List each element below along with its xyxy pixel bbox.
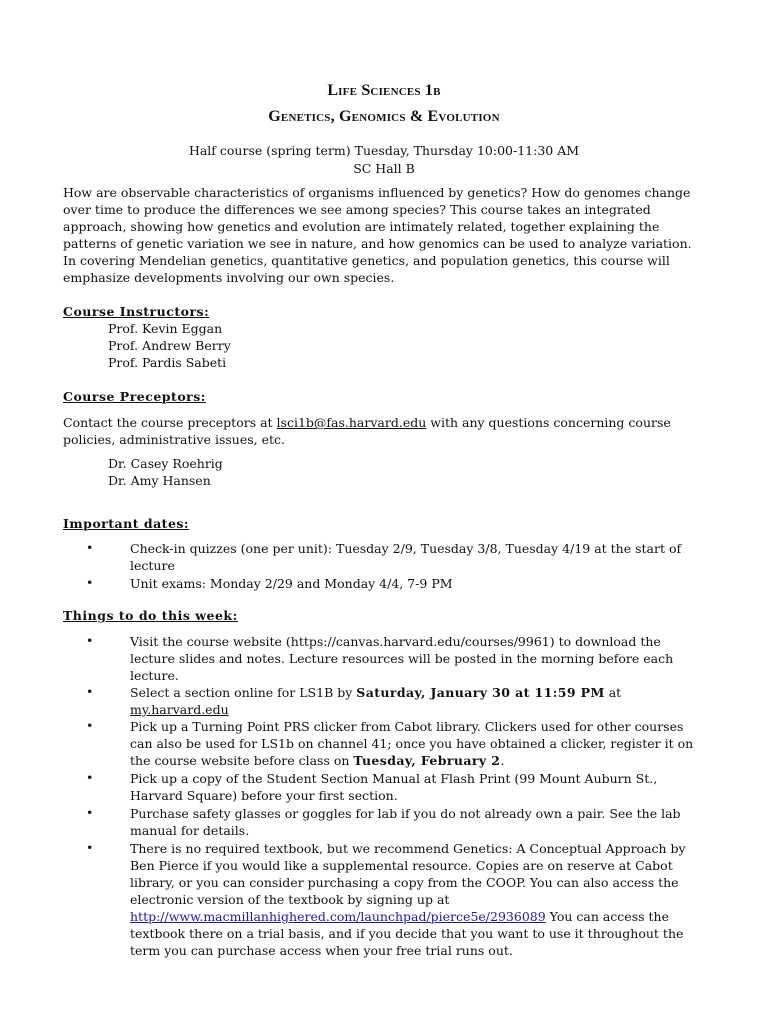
bullet-icon: • — [86, 540, 94, 555]
instructor-name: Prof. Kevin Eggan — [108, 321, 223, 336]
todo-heading: Things to do this week: — [63, 608, 238, 623]
bullet-icon: • — [86, 805, 94, 820]
todo-item-clicker: Pick up a Turning Point PRS clicker from Cabot library. Clickers used for other courses can also be used for LS1b on channel 41; once you have obtained a clicker, register it on the course website before class on Tuesday, February 2. — [130, 719, 694, 768]
todo-item-manual: Pick up a copy of the Student Section Manual at Flash Print (99 Mount Auburn St., Harvard Square) before your first section. — [130, 771, 658, 803]
bullet-icon: • — [86, 770, 94, 785]
preceptor-name: Dr. Casey Roehrig — [108, 456, 223, 471]
bullet-icon: • — [86, 840, 94, 855]
preceptors-heading: Course Preceptors: — [63, 389, 206, 404]
instructors-heading: Course Instructors: — [63, 304, 210, 319]
course-title: Life Sciences 1b — [327, 82, 441, 99]
todo-item-website: Visit the course website (https://canvas.harvard.edu/courses/9961) to download the lecture slides and notes. Lecture resources will be posted in the morning before each lecture. — [130, 634, 674, 683]
dates-item: Unit exams: Monday 2/29 and Monday 4/4, 7-9 PM — [130, 576, 453, 591]
bullet-icon: • — [86, 718, 94, 733]
dates-item: Check-in quizzes (one per unit): Tuesday 2/9, Tuesday 3/8, Tuesday 4/19 at the start of lecture — [130, 541, 682, 573]
preceptors-email-link[interactable]: lsci1b@fas.harvard.edu — [276, 415, 427, 430]
location-line: SC Hall B — [353, 161, 415, 176]
course-description: How are observable characteristics of organisms influenced by genetics? How do genomes change over time to produce the differences we see among species? This course takes an integrated approach, showing how genetics and evolution are intimately related, together explaining the patterns of genetic variation we see in nature, and how genomics can be used to analyze variation. In covering Mendelian genetics, quantitative genetics, and population genetics, this course will emphasize developments involving our own species. — [63, 185, 692, 285]
preceptor-name: Dr. Amy Hansen — [108, 473, 211, 488]
bullet-icon: • — [86, 575, 94, 590]
todo-item-safety: Purchase safety glasses or goggles for lab if you do not already own a pair. See the lab manual for details. — [130, 806, 681, 838]
textbook-link[interactable]: http://www.macmillanhighered.com/launchpad/pierce5e/2936089 — [130, 909, 546, 924]
instructor-name: Prof. Andrew Berry — [108, 338, 231, 353]
bullet-icon: • — [86, 684, 94, 699]
schedule-line: Half course (spring term) Tuesday, Thursday 10:00-11:30 AM — [188, 143, 580, 158]
course-subtitle: Genetics, Genomics & Evolution — [268, 108, 500, 125]
my-harvard-link[interactable]: my.harvard.edu — [130, 702, 229, 717]
important-dates-heading: Important dates: — [63, 516, 190, 531]
todo-item-section: Select a section online for LS1B by Saturday, January 30 at 11:59 PM at my.harvard.edu — [130, 685, 622, 717]
todo-item-textbook: There is no required textbook, but we recommend Genetics: A Conceptual Approach by Ben Pierce if you would like a supplemental resource. Copies are on reserve at Cabot library, or you can consider purchasing a copy from the COOP. You can also access the electronic version of the textbook by signing up at http://www.macmillanhighered.com/launchpad/pierce5e/2936089 You can access the textbook there on a trial basis, and if you decide that you want to use it throughout the term you can purchase access when your free trial runs out. — [130, 841, 686, 958]
bullet-icon: • — [86, 633, 94, 648]
preceptors-contact: Contact the course preceptors at lsci1b@fas.harvard.edu with any questions concerning course policies, administrative issues, etc. — [63, 415, 671, 447]
instructor-name: Prof. Pardis Sabeti — [108, 355, 227, 370]
